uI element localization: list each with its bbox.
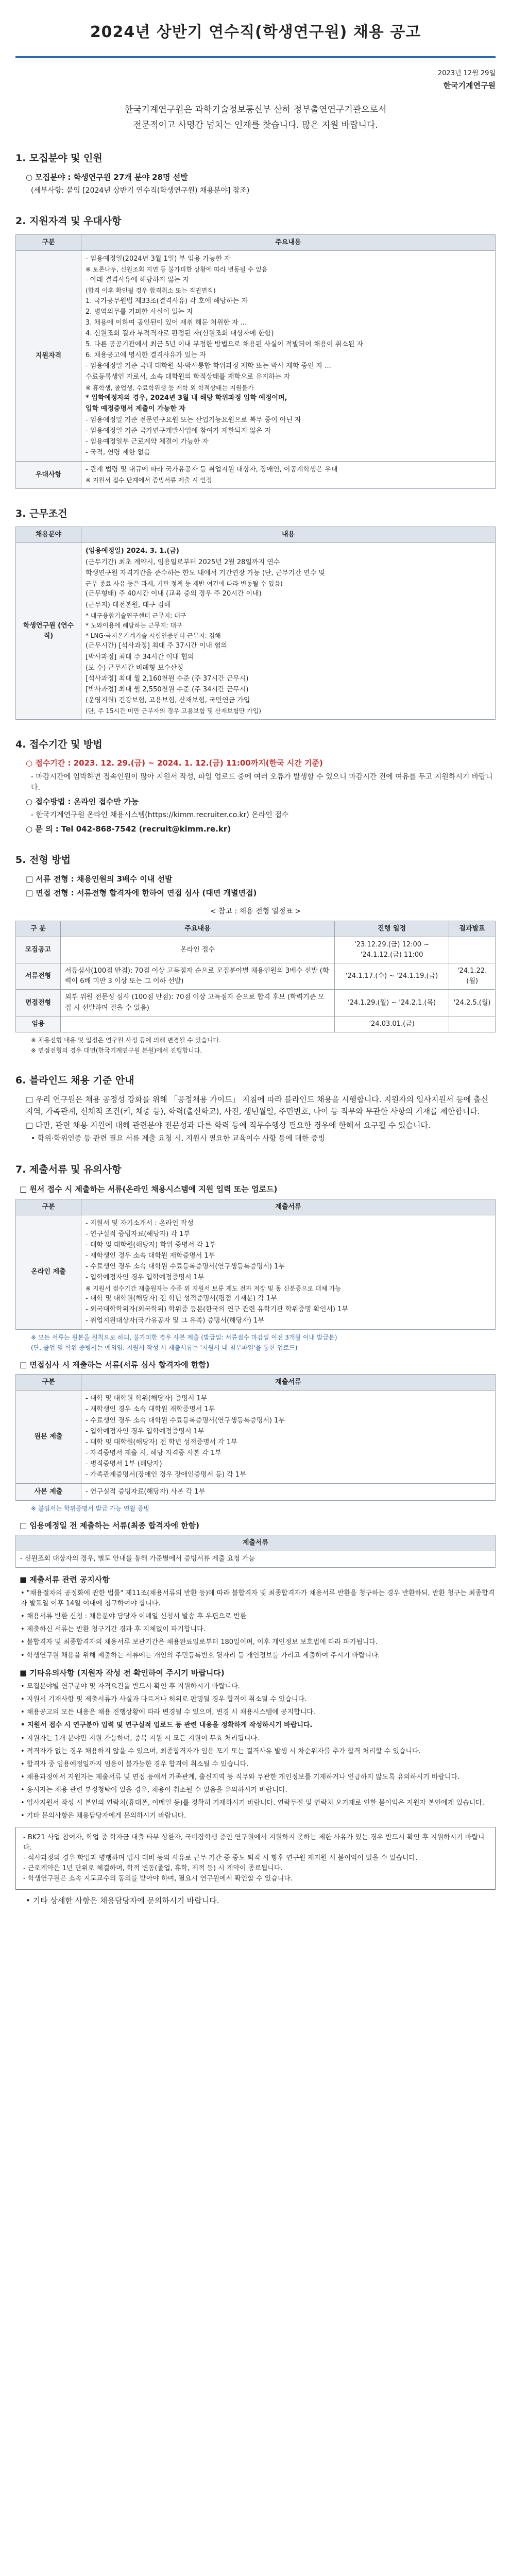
- list-item: ※ 지원서 접수 단계에서 증빙서류 제출 시 인정: [86, 477, 212, 484]
- list-item: • 지원자는 1개 분야만 지원 가능하며, 중복 지원 시 모든 지원이 무효 처리됩니다.: [21, 1734, 260, 1742]
- table-header-cell: 제출서류: [81, 1375, 496, 1391]
- list-item: - 가족관계증명서(장애인 경우 장애인증명서 등) 각 1부: [86, 1471, 246, 1479]
- intro-line: 한국기계연구원은 과학기술정보통신부 산하 정부출연연구기관으로서: [124, 104, 387, 115]
- list-item: • "채용절차의 공정화에 관한 법률" 제11조(채용서류의 반환 등)에 따라 불합격자 및 최종합격자가 채용서류 반환을 청구하는 경우 반환하되, 반환 청구는 최종합격자 발표일 이후 14일 이내에 청구하여야 합니다.: [21, 1589, 495, 1607]
- list-item: * 입학예정자의 경우, 2024년 3월 내 해당 학위과정 입학 예정이며,: [86, 394, 287, 402]
- table-cell: '24.2.5.(월): [449, 990, 496, 1016]
- table-cell: - 신원조회 대상자의 경우, 별도 안내를 통해 가준별에서 증빙서류 제출 요청 가능: [16, 1551, 496, 1567]
- table-cell: [449, 1016, 496, 1032]
- table-header-row: [16, 1535, 496, 1551]
- row-category: 온라인 제출: [16, 1215, 81, 1329]
- documents-subheading: □ 임용예정일 전 제출하는 서류(최종 합격자에 한함): [20, 1521, 200, 1531]
- table-header-cell: 주요내용: [81, 234, 496, 250]
- table-cell: [61, 1016, 335, 1032]
- list-item: • 채용서류 반환 신청 : 채용분야 담당자 이메일 신청서 발송 후 우편으로 반환: [21, 1613, 247, 1621]
- documents-table-interview: [15, 1374, 496, 1501]
- list-item: (단, 주 15시간 미만 근무자의 경우 고용보험 및 산재보험만 가입): [86, 707, 261, 715]
- row-content: [81, 1215, 496, 1329]
- row-content: [81, 1484, 496, 1501]
- announcement-date: 2023년 12월 29일: [437, 69, 496, 77]
- list-item: - 입학예정자인 경우 입학예정증명서 1부: [86, 1427, 205, 1435]
- schedule-title: < 참고 : 채용 전형 일정표 >: [210, 907, 301, 916]
- list-item: (근무형태) 주 40시간 이내 (교육 중의 경우 주 20시간 이내): [86, 590, 262, 598]
- list-item: 근무 종료 사유 등은 과제, 기관 정책 등 제반 여건에 따라 변동될 수 있음): [86, 580, 283, 587]
- announcement-page: [15, 0, 496, 1929]
- list-item: * 노와이용에 해당하는 근무지: 대구: [86, 622, 182, 630]
- documents-subheading: □ 면접심사 시 제출하는 서류(서류 심사 합격자에 한함): [20, 1360, 210, 1369]
- list-item: - 임용예정일(2024년 3월 1일) 부 임용 가능한 자: [86, 255, 231, 263]
- table-row: [16, 1551, 496, 1567]
- caution-item: - 학생연구원은 소속 지도교수의 동의를 받아야 하며, 필요시 연구원에서 확인할 수 있습니다.: [23, 1875, 293, 1883]
- table-header-cell: 제출서류: [81, 1199, 496, 1215]
- list-item: - 입학예정자인 경우 입학예정증명서 1부: [86, 1274, 205, 1282]
- notice-list: [15, 1588, 496, 1661]
- schedule-note: ※ 채용전형 내용 및 일정은 연구원 사정 등에 의해 변경될 수 있습니다.: [31, 1036, 221, 1044]
- list-item: - 대학 및 대학원(해당자) 학위 증명서 각 1부: [86, 1241, 216, 1249]
- documents-table-final: [15, 1535, 496, 1567]
- list-item: • 모집분야별 연구분야 및 자격요건을 반드시 확인 후 지원하시기 바랍니다.: [21, 1682, 240, 1690]
- table-row: [16, 1391, 496, 1484]
- list-item: - 국적, 연령 제한 없음: [86, 448, 150, 456]
- list-item: - 임용예정일 기준 전문연구요원 또는 산업기능요원으로 복무 중이 아닌 자: [86, 416, 301, 424]
- list-item: - 외국대학학위자(외국학위) 학위증 등본(한국의 연구 관련 유학기관 학위증명 확인서) 1부: [86, 1306, 348, 1314]
- list-item: • 채용공고의 모든 내용은 채용 진행상황에 따라 변경될 수 있으며, 변경 시 채용시스템에 공지합니다.: [21, 1708, 315, 1717]
- selection-interview-stage: □ 면접 전형 : 서류전형 합격자에 한하여 면접 심사 (대면 개별면접): [26, 888, 257, 897]
- notice-heading: ■ 제출서류 관련 공지사항: [20, 1574, 110, 1584]
- list-item: 학생연구원 자격기간을 준수하는 한도 내에서 기간연장 가능 (단, 근무기간 연수 및: [86, 569, 325, 577]
- notice-list: [15, 1682, 496, 1822]
- table-row: [16, 251, 496, 462]
- table-header-row: [16, 1375, 496, 1391]
- list-item: • 채용과정에서 지원자는 제출서류 및 면접 등에서 가족관계, 출신지역 등 직무와 무관한 개인정보를 기재하거나 언급하지 않도록 유의하시기 바랍니다.: [21, 1773, 460, 1781]
- table-cell: [449, 937, 496, 963]
- table-header-cell: 결과발표: [449, 921, 496, 937]
- section-heading-recruitment: 1. 모집분야 및 인원: [15, 152, 103, 164]
- row-content: [81, 251, 496, 462]
- documents-note: ※ 모든 서류는 원본을 원칙으로 하되, 불가피한 경우 사본 제출 (발급일: 서류접수 마감일 이전 3개월 이내 발급분): [31, 1333, 337, 1341]
- table-header-cell: 구분: [16, 234, 81, 250]
- table-cell: 모집공고: [16, 937, 61, 963]
- schedule-table: [15, 921, 496, 1032]
- section-heading-blind: 6. 블라인드 채용 기준 안내: [15, 1075, 134, 1087]
- list-item: 2. 병역의무를 기피한 사실이 있는 자: [86, 308, 193, 316]
- table-cell: '23.12.29.(금) 12:00 ~ '24.1.12.(금) 11:00: [335, 937, 449, 963]
- list-item: 입학 예정증명서 제출이 가능한 자: [86, 405, 185, 413]
- table-cell: 면접전형: [16, 990, 61, 1016]
- table-header-row: [16, 921, 496, 937]
- list-item: - 연구실적 증빙자료(해당자) 각 1부: [86, 1230, 190, 1238]
- application-method-note: - 한국기계연구원 온라인 채용시스템(https://kimm.recruiter.co.kr) 온라인 접수: [31, 811, 289, 820]
- list-item: * LNG·극저온기계기술 시험인증센터 근무지: 김해: [86, 632, 221, 639]
- intro-line: 전문적이고 사명감 넘치는 인재를 찾습니다. 많은 지원 바랍니다.: [133, 120, 378, 131]
- table-row: [16, 1016, 496, 1032]
- table-cell: 서류심사(100점 만점): 70점 이상 고득점자 순으로 모집분야별 채용인원의 3배수 선발 (학력이 6배 미만 3 이상 또는 그 이하 선발): [61, 963, 335, 990]
- list-item: - 대학 및 대학원 학위(해당자) 증명서 1부: [86, 1395, 208, 1403]
- list-item: 1. 국가공무원법 제33조(결격사유) 각 호에 해당하는 자: [86, 297, 248, 305]
- list-item: ※ 토론나두, 신원조회 지연 등 불가피한 상황에 따라 변동될 수 있음: [86, 266, 268, 274]
- list-item: • 제출하신 서류는 반환 청구기간 경과 후 지체없이 파기합니다.: [21, 1625, 206, 1634]
- table-header-cell: 구분: [16, 1375, 81, 1391]
- caution-item: - 근로계약은 1년 단위로 체결하며, 학적 변동(졸업, 휴학, 제적 등) 시 계약이 종료됩니다.: [23, 1864, 283, 1872]
- section-heading-application: 4. 접수기간 및 방법: [15, 738, 103, 750]
- caution-box: [15, 1827, 496, 1890]
- list-item: • 합격자 중 임용예정일까지 임용이 불가능한 경우 합격이 취소될 수 있습니다.: [21, 1760, 249, 1768]
- caution-item: - BK21 사업 참여자, 학업 중 학자금 대출 타부 상환자, 국비장학생 중인 연구원에서 지원하지 못하는 제한 사유가 있는 경우 반드시 확인 후 지원하시기 바랍니다.: [23, 1833, 485, 1852]
- table-header-cell: 주요내용: [61, 921, 335, 937]
- list-item: - 병적증명서 1부 (해당자): [86, 1460, 162, 1468]
- list-item: - 재학생인 경우 소속 대학원 재학증명서 1부: [86, 1405, 215, 1414]
- table-header-row: [16, 527, 496, 543]
- application-period-note: - 마감시간에 임박하면 접속인원이 많아 지원서 작성, 파일 업로드 중에 여러 오류가 발생할 수 있으니 마감시간 전에 여유를 두고 지원하시기 바랍니다.: [31, 772, 493, 792]
- table-header-cell: 제출서류: [16, 1535, 496, 1551]
- list-item: 수료등록생인 자로서, 소속 대학원의 학적상태를 재학으로 유지하는 자: [86, 373, 291, 381]
- table-cell: '24.1.29.(월) ~ '24.2.1.(목): [335, 990, 449, 1016]
- table-cell: 온라인 접수: [61, 937, 335, 963]
- list-item: - 임용예정일부 근로계약 체결이 가능한 자: [86, 437, 209, 446]
- blind-hiring-text: • 학위·학위인증 등 관련 필요 서류 제출 요청 시, 지원시 필요한 교육이수 사항 등에 대한 증빙: [31, 1134, 325, 1143]
- list-item: (근무시간) [석사과정] 최대 주 37시간 이내 협의: [86, 642, 228, 650]
- list-item: • 지원서 접수 시 연구분야 입력 및 연구실적 업로드 등 관련 내용을 정확하게 작성하시기 바랍니다.: [21, 1721, 313, 1730]
- list-item: 5. 다른 공공기관에서 최근 5년 이내 부정한 방법으로 채용된 사실이 적발되어 채용이 취소된 자: [86, 341, 364, 349]
- row-category: 우대사항: [16, 462, 81, 489]
- row-content: [81, 543, 496, 720]
- table-row: [16, 937, 496, 963]
- documents-note: (단, 졸업 및 학위 증빙서는 예외임. 지원서 작성 시 제출서류는 '지원서 내 첨부파일'을 통한 업로드): [31, 1344, 298, 1352]
- list-item: 4. 신원조회 결과 부적격자로 판정된 자(신원조회 대상자에 한함): [86, 329, 274, 337]
- list-item: • 응시자는 채용 관련 부정청탁이 있을 경우, 채용이 취소될 수 있음을 유의하시기 바랍니다.: [21, 1786, 287, 1794]
- section-heading-selection: 5. 전형 방법: [15, 854, 71, 866]
- list-item: - 임용예정일 기준 국가연구개발사업에 참여가 제한되지 않은 자: [86, 427, 271, 435]
- table-cell: '24.1.22.(월): [449, 963, 496, 990]
- table-header-cell: 내용: [81, 527, 496, 543]
- application-method: ○ 접수방법 : 온라인 접수만 가능: [26, 796, 139, 806]
- list-item: (임용예정일) 2024. 3. 1.(금): [86, 547, 179, 555]
- contact-info: ○ 문 의 : Tel 042-868-7542 (recruit@kimm.re.kr): [26, 824, 231, 834]
- application-period: ○ 접수기간 : 2023. 12. 29.(금) ~ 2024. 1. 12.(금) 11:00까지(한국 시간 기준): [26, 758, 323, 768]
- list-item: - 수료생인 경우 소속 대학원 수료등록증명서(연구생등록증명서) 1부: [86, 1416, 285, 1425]
- list-item: - 아래 결격사유에 해당하지 않는 자: [86, 276, 190, 284]
- list-item: • 지원서 기재사항 및 제출서류가 사실과 다르거나 허위로 판명될 경우 합격이 취소될 수 있습니다.: [21, 1696, 307, 1704]
- section-heading-documents: 7. 제출서류 및 유의사항: [15, 1163, 122, 1175]
- conditions-table: [15, 527, 496, 720]
- table-header-cell: 진행 일정: [335, 921, 449, 937]
- table-header-cell: 구분: [16, 1199, 81, 1215]
- row-content: [81, 1391, 496, 1484]
- section-heading-qualification: 2. 지원자격 및 우대사항: [15, 215, 122, 227]
- documents-note: ※ 붙임서는 학위증명서 발급 가능 연월 증빙: [31, 1505, 150, 1513]
- list-item: (보 수) 근무시간 비례형 보수산정: [86, 664, 183, 672]
- selection-document-stage: □ 서류 전형 : 채용인원의 3배수 이내 선발: [26, 874, 173, 884]
- list-item: 6. 채용공고에 명시한 결격사유가 있는 자: [86, 351, 206, 360]
- list-item: - 재학생인 경우 소속 대학원 재학증명서 1부: [86, 1252, 215, 1260]
- row-category: 지원자격: [16, 251, 81, 462]
- list-item: - 관계 법령 및 내규에 따라 국가유공자 등 취업지원 대상자, 장애인, 이공계학생은 우대: [86, 466, 338, 474]
- list-item: • 입사지원서 작성 시 본인의 연락처(휴대폰, 이메일 등)를 정확히 기재하시기 바랍니다. 연락두절 및 연락처 오기재로 인한 불이익은 지원자 본인에게 있습니다.: [21, 1799, 484, 1807]
- table-row: [16, 990, 496, 1016]
- list-item: - 대학 및 대학원(해당자) 전 학년 성적증명서(평점 기재분) 각 1부: [86, 1295, 277, 1303]
- notice-heading: ■ 기타유의사항 (지원자 작성 전 확인하여 주시기 바랍니다): [20, 1668, 225, 1677]
- schedule-note: ※ 면접전형의 경우 대면(한국기계연구원 본원)에서 진행합니다.: [31, 1047, 202, 1055]
- list-item: • 기타 문의사항은 채용담당자에게 문의하시기 바랍니다.: [21, 1812, 186, 1820]
- list-item: - 지원서 및 자기소개서 : 온라인 작성: [86, 1219, 194, 1227]
- table-row: [16, 1215, 496, 1329]
- table-header-row: [16, 234, 496, 250]
- organization-name: 한국기계연구원: [443, 80, 496, 90]
- recruitment-field: ○ 모집분야 : 학생연구원 27개 분야 28명 선발: [26, 172, 188, 182]
- table-header-cell: 채용분야: [16, 527, 81, 543]
- list-item: (합격 이후 확인될 경우 합격취소 또는 직권면직): [86, 286, 216, 294]
- list-item: - 대학 및 대학원(해당자) 전 학년 성적증명서 각 1부: [86, 1438, 237, 1446]
- list-item: (운영지원) 건강보험, 고용보험, 산재보험, 국민연금 가입: [86, 697, 250, 705]
- list-item: [박사과정] 최대 월 2,550천원 수준 (주 34시간 근무시): [86, 686, 249, 694]
- table-cell: '24.03.01.(금): [335, 1016, 449, 1032]
- list-item: • 불합격자 및 최종합격자의 채용서류 보관기간은 채용완료일로부터 180일이며, 이후 개인정보 보호법에 따라 파기됩니다.: [21, 1638, 378, 1647]
- row-content: [81, 462, 496, 489]
- table-cell: '24.1.17.(수) ~ '24.1.19.(금): [335, 963, 449, 990]
- list-item: * 대구융합기술연구센터 근무지: 대구: [86, 612, 186, 619]
- table-row: [16, 462, 496, 489]
- list-item: - 취업지원대상자(국가유공자 및 그 유족) 증명서(해당자) 1부: [86, 1316, 264, 1325]
- intro-text: [15, 102, 496, 133]
- list-item: - 임용예정일 기준 국내 대학원 석·박사통합 학위과정 재학 또는 박사 재학 중인 자 ...: [86, 362, 331, 370]
- list-item: - 수료생인 경우 소속 대학원 수료등록증명서(연구생등록증명서) 1부: [86, 1263, 285, 1271]
- list-item: - 자격증명서 제출 시, 해당 자격증 사본 각 1부: [86, 1449, 222, 1457]
- list-item: • 적격자가 없는 경우 채용하지 않을 수 있으며, 최종합격자가 임용 포기 또는 결격사유 발생 시 차순위자를 추가 합격 처리할 수 있습니다.: [21, 1747, 421, 1755]
- list-item: - 연구실적 증빙자료(해당자) 사본 각 1부: [86, 1488, 206, 1496]
- documents-subheading: □ 원서 접수 시 제출하는 서류(온라인 채용시스템에 지원 입력 또는 업로드): [20, 1184, 278, 1194]
- recruitment-detail-note: (세부사항: 붙임 [2024년 상반기 연수직(학생연구원) 채용분야] 참조): [31, 186, 250, 195]
- closing-note: • 기타 상세한 사항은 채용담당자에 문의하시기 바랍니다.: [26, 1896, 219, 1906]
- row-category: 학생연구원 (연수직): [16, 543, 81, 720]
- table-header-cell: 구 분: [16, 921, 61, 937]
- list-item: (근무기간) 최초 계약시, 임용일로부터 2025년 2월 28일까지 연수: [86, 558, 280, 566]
- table-cell: 임용: [16, 1016, 61, 1032]
- list-item: ※ 지원서 접수기간 재출원자는 수준 위 지원서 보류 제도 전자 저장 및 동 신분증으로 대체 가능: [86, 1284, 342, 1292]
- row-category: 사본 제출: [16, 1484, 81, 1501]
- qualification-table: [15, 234, 496, 489]
- table-cell: 서류전형: [16, 963, 61, 990]
- blind-hiring-text: □ 다만, 관련 채용 지원에 대해 관련분야 전문성과 다른 학력 등에 직무수행상 필요한 경우에 한해서 요구될 수 있습니다.: [26, 1121, 431, 1130]
- row-category: 원본 제출: [16, 1391, 81, 1484]
- list-item: [석사과정] 최대 월 2,160천원 수준 (주 37시간 근무시): [86, 674, 249, 683]
- table-row: [16, 543, 496, 720]
- blind-hiring-text: □ 우리 연구원은 채용 공정성 강화를 위해 「공정채용 가이드」 지침에 따라 블라인드 채용을 시행합니다. 지원자의 입사지원서 등에 출신지역, 가족관계, 신체적 조건(키, 체중 등), 학력(출신학교), 사진, 생년월일, 주민번호, 나이 등 직무와 무관한 사항의 기재를 제한합니다.: [26, 1094, 488, 1116]
- section-heading-conditions: 3. 근무조건: [15, 507, 67, 519]
- table-row: [16, 1484, 496, 1501]
- caution-item: - 석사과정의 경우 학업과 병행하며 입시 대비 등의 사유로 근무 기간 중 중도 퇴직 시 향후 연구원 재지원 시 불이익이 있을 수 있습니다.: [23, 1854, 418, 1862]
- page-title: 2024년 상반기 연수직(학생연구원) 채용 공고: [15, 15, 496, 58]
- list-item: [박사과정] 최대 주 34시간 이내 협의: [86, 653, 194, 661]
- list-item: (근무지) 대전본원, 대구 김해: [86, 601, 171, 609]
- list-item: ※ 휴학생, 졸업생, 수료학위생 등 재학 외 학적상태는 지원불가: [86, 384, 254, 392]
- table-cell: 외부 위원 전문성 심사 (100점 만점): 70점 이상 고득점자 순으로 합격 후보 (학력기준 모집 시 선발하며 절을 수 있음): [61, 990, 335, 1016]
- documents-table-online: [15, 1199, 496, 1330]
- table-row: [16, 963, 496, 990]
- table-header-row: [16, 1199, 496, 1215]
- list-item: 3. 채용에 이하여 공인된이 있어 재취 해둔 처위한 자 ...: [86, 318, 247, 327]
- list-item: • 학생연구원 채용을 위해 제출하는 서류에는 개인의 주민등록번호 뒷자리 등 개인정보를 가리고 제출하여 주시기 바랍니다.: [21, 1651, 380, 1659]
